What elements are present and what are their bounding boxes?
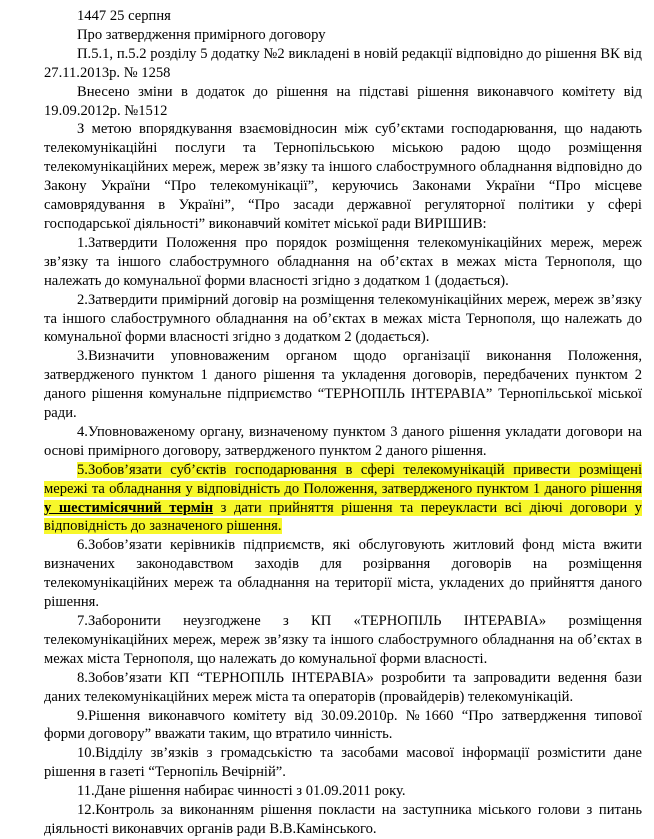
item-9: 9.Рішення виконавчого комітету від 30.09.2010р. №1660 “Про затвердження типової форми договору” вважати таким, що втратило чинність. (44, 707, 642, 743)
decision-number-date: 1447 25 серпня (77, 8, 171, 24)
item-4: 4.Уповноваженому органу, визначеному пунктом 3 даного рішення укладати договори на основі примірного договору, затвердженого пунктом 2 даного рішення. (44, 423, 642, 459)
item-3: 3.Визначити уповноваженим органом щодо організації виконання Положення, затвердженого пунктом 1 даного рішення та укладення договорів, передбачених пунктом 2 даного рішення комунальне підприємство “ТЕРНОПІЛЬ ІНТЕРАВІА” Тернопільської міської ради. (44, 348, 642, 422)
item-7: 7.Заборонити неузгоджене з КП «ТЕРНОПІЛЬ ІНТЕРАВІА» розміщення телекомунікаційних мереж, мереж зв’язку та іншого слабострумного обладнання на об’єктах в межах міста Тернополя, що належать до комунальної форми власності. (44, 613, 642, 667)
item-1: 1.Затвердити Положення про порядок розміщення телекомунікаційних мереж, мереж зв’язку та іншого слабострумного обладнання на об’єктах в межах міста Тернополя, що належать до комунальної форми власності згідно з додатком 1 (додається). (44, 234, 642, 289)
item-5-highlight-start: 5.Зобов’язати суб’єктів господарювання в сфері телекомунікацій привести розміщені мережі та обладнання у відповідність до Положення, затвердженого пунктом 1 даного рішення (44, 461, 642, 497)
item-6: 6.Зобов’язати керівників підприємств, які обслуговують житловий фонд міста вжити визначених законодавством заходів для розірвання договорів на розміщення телекомунікаційних мереж та обладнання на території міста, укладених до прийняття даного рішення. (44, 537, 642, 611)
item-12: 12.Контроль за виконанням рішення покласти на заступника міського голови з питань діяльності виконавчих органів ради В.В.Камінського. (44, 802, 642, 837)
item-5-emphasis: у шестимісячний термін (44, 499, 214, 516)
preamble: З метою впорядкування взаємовідносин між суб’єктами господарювання, що надають телекомунікаційні послуги та Тернопільською міською радою щодо розміщення телекомунікаційних мереж, мереж зв’язку та іншого слабострумного обладнання відповідно до Закону України “Про телекомунікації”, керуючись Законами України “Про місцеве самоврядування в Україні”, “Про засади державної регуляторної політики у сфері господарської діяльності” виконавчий комітет міської ради ВИРІШИВ: (44, 121, 642, 232)
amendment-note-1: П.5.1, п.5.2 розділу 5 додатку №2 викладені в новій редакції відповідно до рішення ВК від 27.11.2013р. № 1258 (44, 45, 642, 81)
item-2: 2.Затвердити примірний договір на розміщення телекомунікаційних мереж, мереж зв’язку та іншого слабострумного обладнання на об’єктах в межах міста Тернополя, що належать до комунальної форми власності згідно з додатком 2 (додається). (44, 291, 642, 346)
document-title: Про затвердження примірного договору (77, 26, 326, 43)
item-11: 11.Дане рішення набирає чинності з 01.09.2011 року. (77, 783, 406, 800)
item-5-highlight-end: з дати прийняття рішення та переукласти всі діючі договори у відповідність до зазначеного рішення. (44, 499, 642, 535)
item-10: 10.Відділу зв’язків з громадськістю та засобами масової інформації розмістити дане рішення в газеті “Тернопіль Вечірній”. (44, 745, 642, 781)
item-5 (44, 461, 642, 537)
amendment-note-2: Внесено зміни в додаток до рішення на підставі рішення виконавчого комітету від 19.09.2012р. №1512 (44, 83, 642, 119)
item-8: 8.Зобов’язати КП “ТЕРНОПІЛЬ ІНТЕРАВІА» розробити та запровадити ведення бази даних телекомунікаційних мереж міста та операторів (провайдерів) телекомунікацій. (44, 669, 642, 705)
